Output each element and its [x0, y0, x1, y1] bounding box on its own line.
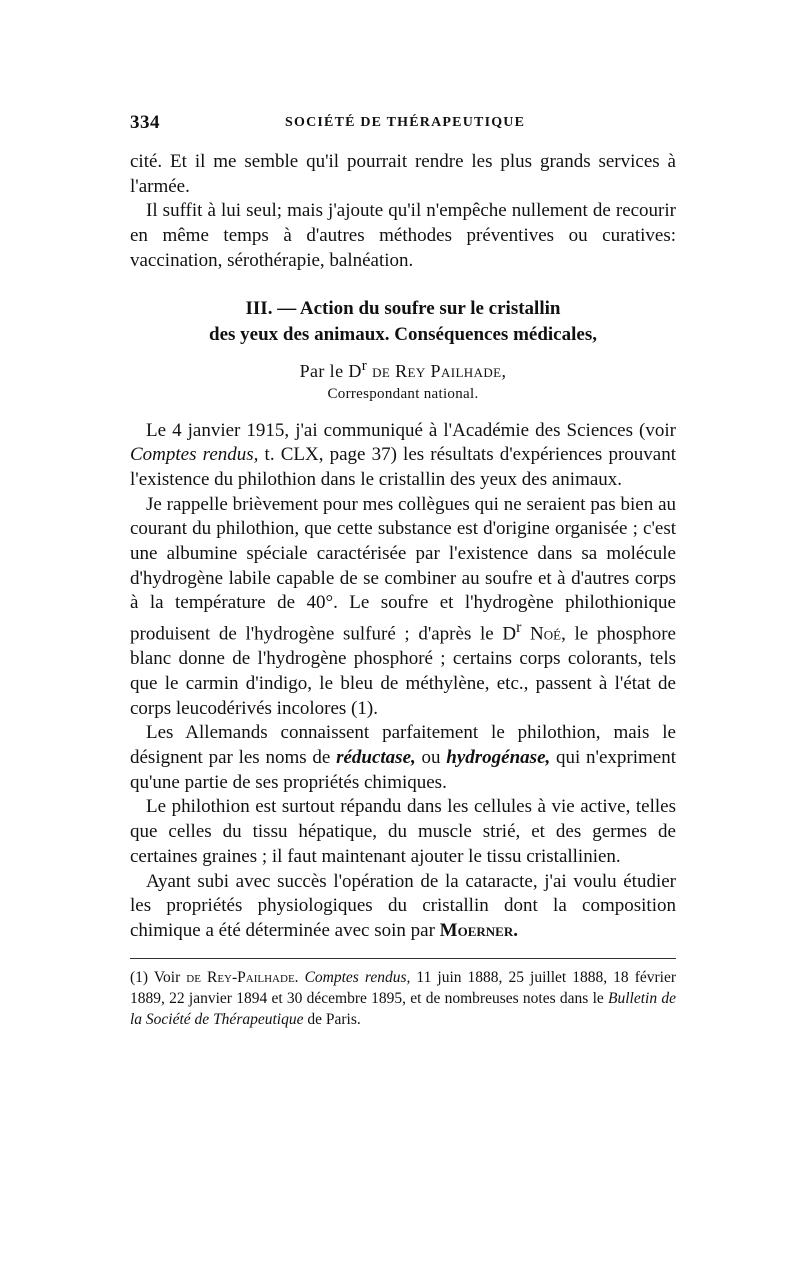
- paragraph-2-text-a: Je rappelle brièvement pour mes collègues qui ne seraient pas bien au courant du philothion, que cette substance est d'origine organisée ; c'est une albumine spéciale caractérisée par l'existence dans sa molécule d'hydrogène labile capable de se combiner au soufre et à d'autres corps à la température de 40°. Le soufre et l'hydrogène philothionique produisent de l'hydrogène sulfuré ; d'après le D: [130, 493, 676, 645]
- intro-line: cité. Et il me semble qu'il pourrait rendre les plus grands services à l'armée.: [130, 151, 676, 197]
- paragraph-2: [130, 493, 676, 722]
- journal-title: Comptes rendus,: [130, 444, 259, 466]
- author-name: de Rey Pailhade,: [372, 360, 507, 381]
- paragraph-3: [130, 721, 676, 795]
- page-header: [130, 112, 670, 138]
- paragraph-2-text-b: , le phosphore blanc donne de l'hydrogène phosphoré ; certains corps colorants, tels que le carmin d'indigo, le bleu de méthylène, etc., passent à l'état de corps leucodérivés incolores (1).: [130, 623, 676, 719]
- footnote-rule: [130, 958, 676, 959]
- paragraph-1: [130, 419, 676, 493]
- author-prefix: Par le D: [299, 360, 362, 381]
- paragraph-3-text-a: Les Allemands connaissent parfaitement le philothion, mais le désignent par les noms de: [130, 722, 676, 768]
- section-heading: [130, 296, 676, 405]
- paragraph-5-text-a: Ayant subi avec succès l'opération de la cataracte, j'ai voulu étudier les propriétés physiologiques du cristallin dont la composition chimique a été déterminée avec soin par: [130, 870, 676, 941]
- footnote-bulletin-title: Bulletin de la Société de Thérapeutique: [130, 989, 676, 1028]
- term-reductase: réductase,: [336, 746, 416, 768]
- running-title: SOCIÉTÉ DE THÉRAPEUTIQUE: [285, 115, 526, 130]
- paragraph-5: [130, 870, 676, 944]
- footnote-text-b: 11 juin 1888, 25 juillet 1888, 18 février 1889, 22 janvier 1894 et 30 décembre 1895, et de nombreuses notes dans le: [130, 968, 676, 1007]
- paragraph-4: Le philothion est surtout répandu dans les cellules à vie active, telles que celles du tissu hépatique, du muscle strié, et des germes de certaines graines ; il faut maintenant ajouter le tissu cristallinien.: [130, 796, 676, 867]
- doctor-superscript: r: [516, 619, 522, 637]
- term-hydrogenase: hydrogénase,: [446, 746, 551, 768]
- section-title-line-2: des yeux des animaux. Conséquences médicales,: [209, 323, 597, 345]
- author-line: [130, 354, 676, 383]
- intro-paragraph: Il suffit à lui seul; mais j'ajoute qu'il n'empêche nullement de recourir en même temps à d'autres méthodes préventives ou curatives: vaccination, sérothérapie, balnéation.: [130, 200, 676, 271]
- paragraph-3-text-mid: ou: [415, 746, 447, 768]
- footnote-journal: Comptes rendus,: [298, 968, 411, 986]
- footnote-text-c: de Paris.: [303, 1010, 361, 1028]
- section-title-line-1: III. — Action du soufre sur le cristallin: [245, 297, 561, 319]
- paragraph-1-text-b: t. CLX, page 37) les résultats d'expériences prouvant l'existence du philothion dans le cristallin des yeux des animaux.: [130, 444, 676, 490]
- cited-name-noe: Noé: [530, 623, 562, 645]
- paragraph-1-text-a: Le 4 janvier 1915, j'ai communiqué à l'Académie des Sciences (voir: [146, 419, 676, 441]
- footnote-text-a: (1) Voir: [130, 968, 187, 986]
- footnote-author: de Rey-Pailhade.: [186, 968, 299, 986]
- footnote: [130, 967, 676, 1030]
- author-affiliation: Correspondant national.: [327, 385, 479, 402]
- author-title-superscript: r: [361, 357, 368, 374]
- paragraph-3-text-b: qui n'expriment qu'une partie de ses propriétés chimiques.: [130, 746, 677, 793]
- page-body: [130, 150, 676, 1030]
- cited-name-moerner: Moerner.: [439, 919, 518, 941]
- page-number: 334: [130, 112, 160, 133]
